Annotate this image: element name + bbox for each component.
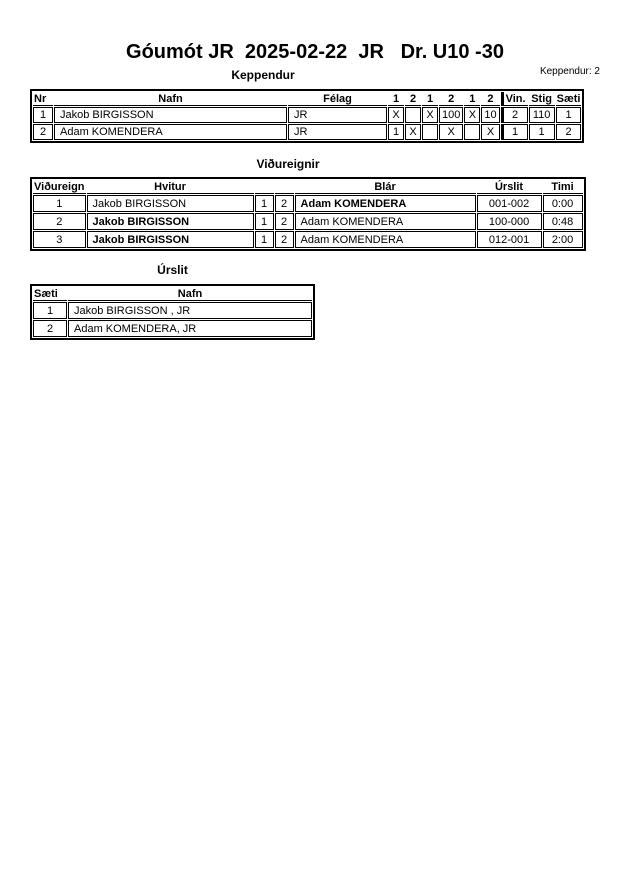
cell-time: 0:00 [543,195,583,212]
cell-blue-nr: 2 [275,213,294,230]
col-header-round3-blue: 2 [481,92,499,106]
cell-name: Jakob BIRGISSON , JR [68,302,312,319]
cell-score: 100 [439,107,463,123]
keppendur-header-row [33,92,581,106]
urslit-table [30,284,315,340]
cell-nr: 1 [33,107,53,123]
table-row [33,195,583,212]
cell-name: Adam KOMENDERA, JR [68,320,312,337]
cell-saeti: 1 [556,107,582,123]
cell-score: X [439,124,463,140]
cell-nafn: Adam KOMENDERA [54,124,287,140]
cell-stig: 1 [529,124,555,140]
urslit-header-row [33,287,312,301]
cell-vin: 1 [501,124,528,140]
cell-saeti: 2 [556,124,582,140]
cell-time: 2:00 [543,231,583,248]
cell-match-nr: 1 [33,195,86,212]
cell-match-nr: 2 [33,213,86,230]
cell-result: 012-001 [477,231,542,248]
col-header-num2 [275,180,294,194]
section-title-urslit: Úrslit [157,263,188,277]
cell-score [422,124,438,140]
col-header-num1 [255,180,274,194]
col-header-urslit: Úrslit [477,180,542,194]
cell-felag: JR [288,124,387,140]
cell-blue-name: Adam KOMENDERA [295,195,476,212]
cell-result: 100-000 [477,213,542,230]
cell-time: 0:48 [543,213,583,230]
cell-blue-name: Adam KOMENDERA [295,231,476,248]
cell-white-nr: 1 [255,231,274,248]
participants-count: Keppendur: 2 [539,66,600,77]
section-title-keppendur: Keppendur [231,68,295,82]
col-header-nafn: Nafn [54,92,287,106]
cell-white-name: Jakob BIRGISSON [87,231,254,248]
cell-nr: 2 [33,124,53,140]
col-header-vin: Vin. [501,92,528,106]
col-header-round2-blue: 2 [439,92,463,106]
cell-blue-nr: 2 [275,195,294,212]
cell-nafn: Jakob BIRGISSON [54,107,287,123]
col-header-timi: Timi [543,180,583,194]
table-row [33,302,312,319]
col-header-round1-blue: 2 [405,92,421,106]
col-header-nafn: Nafn [68,287,312,301]
cell-score: 10 [481,107,499,123]
cell-score: 1 [388,124,404,140]
col-header-nr: Nr [33,92,53,106]
section-title-vidureignir: Viðureignir [256,157,320,171]
page-title: Góumót JR 2025-02-22 JR Dr. U10 -30 [126,41,504,63]
col-header-saeti: Sæti [556,92,581,105]
cell-score: X [405,124,421,140]
table-row [33,231,583,248]
table-row [33,213,583,230]
cell-score: X [481,124,499,140]
cell-white-name: Jakob BIRGISSON [87,195,254,212]
cell-rank: 1 [33,302,67,319]
vidureignir-header-row [33,180,583,194]
cell-score [464,124,480,140]
cell-vin: 2 [501,107,528,123]
cell-result: 001-002 [477,195,542,212]
cell-white-nr: 1 [255,195,274,212]
col-header-round2-white: 1 [422,92,438,106]
vidureignir-table [30,177,586,251]
col-header-round3-white: 1 [464,92,480,106]
cell-score: X [422,107,438,123]
col-header-vidureign: Viðureign [34,180,85,193]
cell-white-nr: 1 [255,213,274,230]
col-header-stig: Stig [529,92,555,106]
table-row [33,320,312,337]
cell-score: X [388,107,404,123]
cell-score: X [464,107,480,123]
cell-rank: 2 [33,320,67,337]
keppendur-table [30,89,584,143]
cell-blue-name: Adam KOMENDERA [295,213,476,230]
cell-score [405,107,421,123]
col-header-round1-white: 1 [388,92,404,106]
cell-match-nr: 3 [33,231,86,248]
table-row [33,107,581,123]
col-header-saeti: Sæti [33,287,67,301]
table-row [33,124,581,140]
cell-blue-nr: 2 [275,231,294,248]
col-header-hvitur: Hvitur [87,180,254,194]
cell-stig: 110 [529,107,555,123]
cell-white-name: Jakob BIRGISSON [87,213,254,230]
cell-felag: JR [288,107,387,123]
col-header-felag: Félag [288,92,387,106]
col-header-blar: Blár [295,180,476,194]
